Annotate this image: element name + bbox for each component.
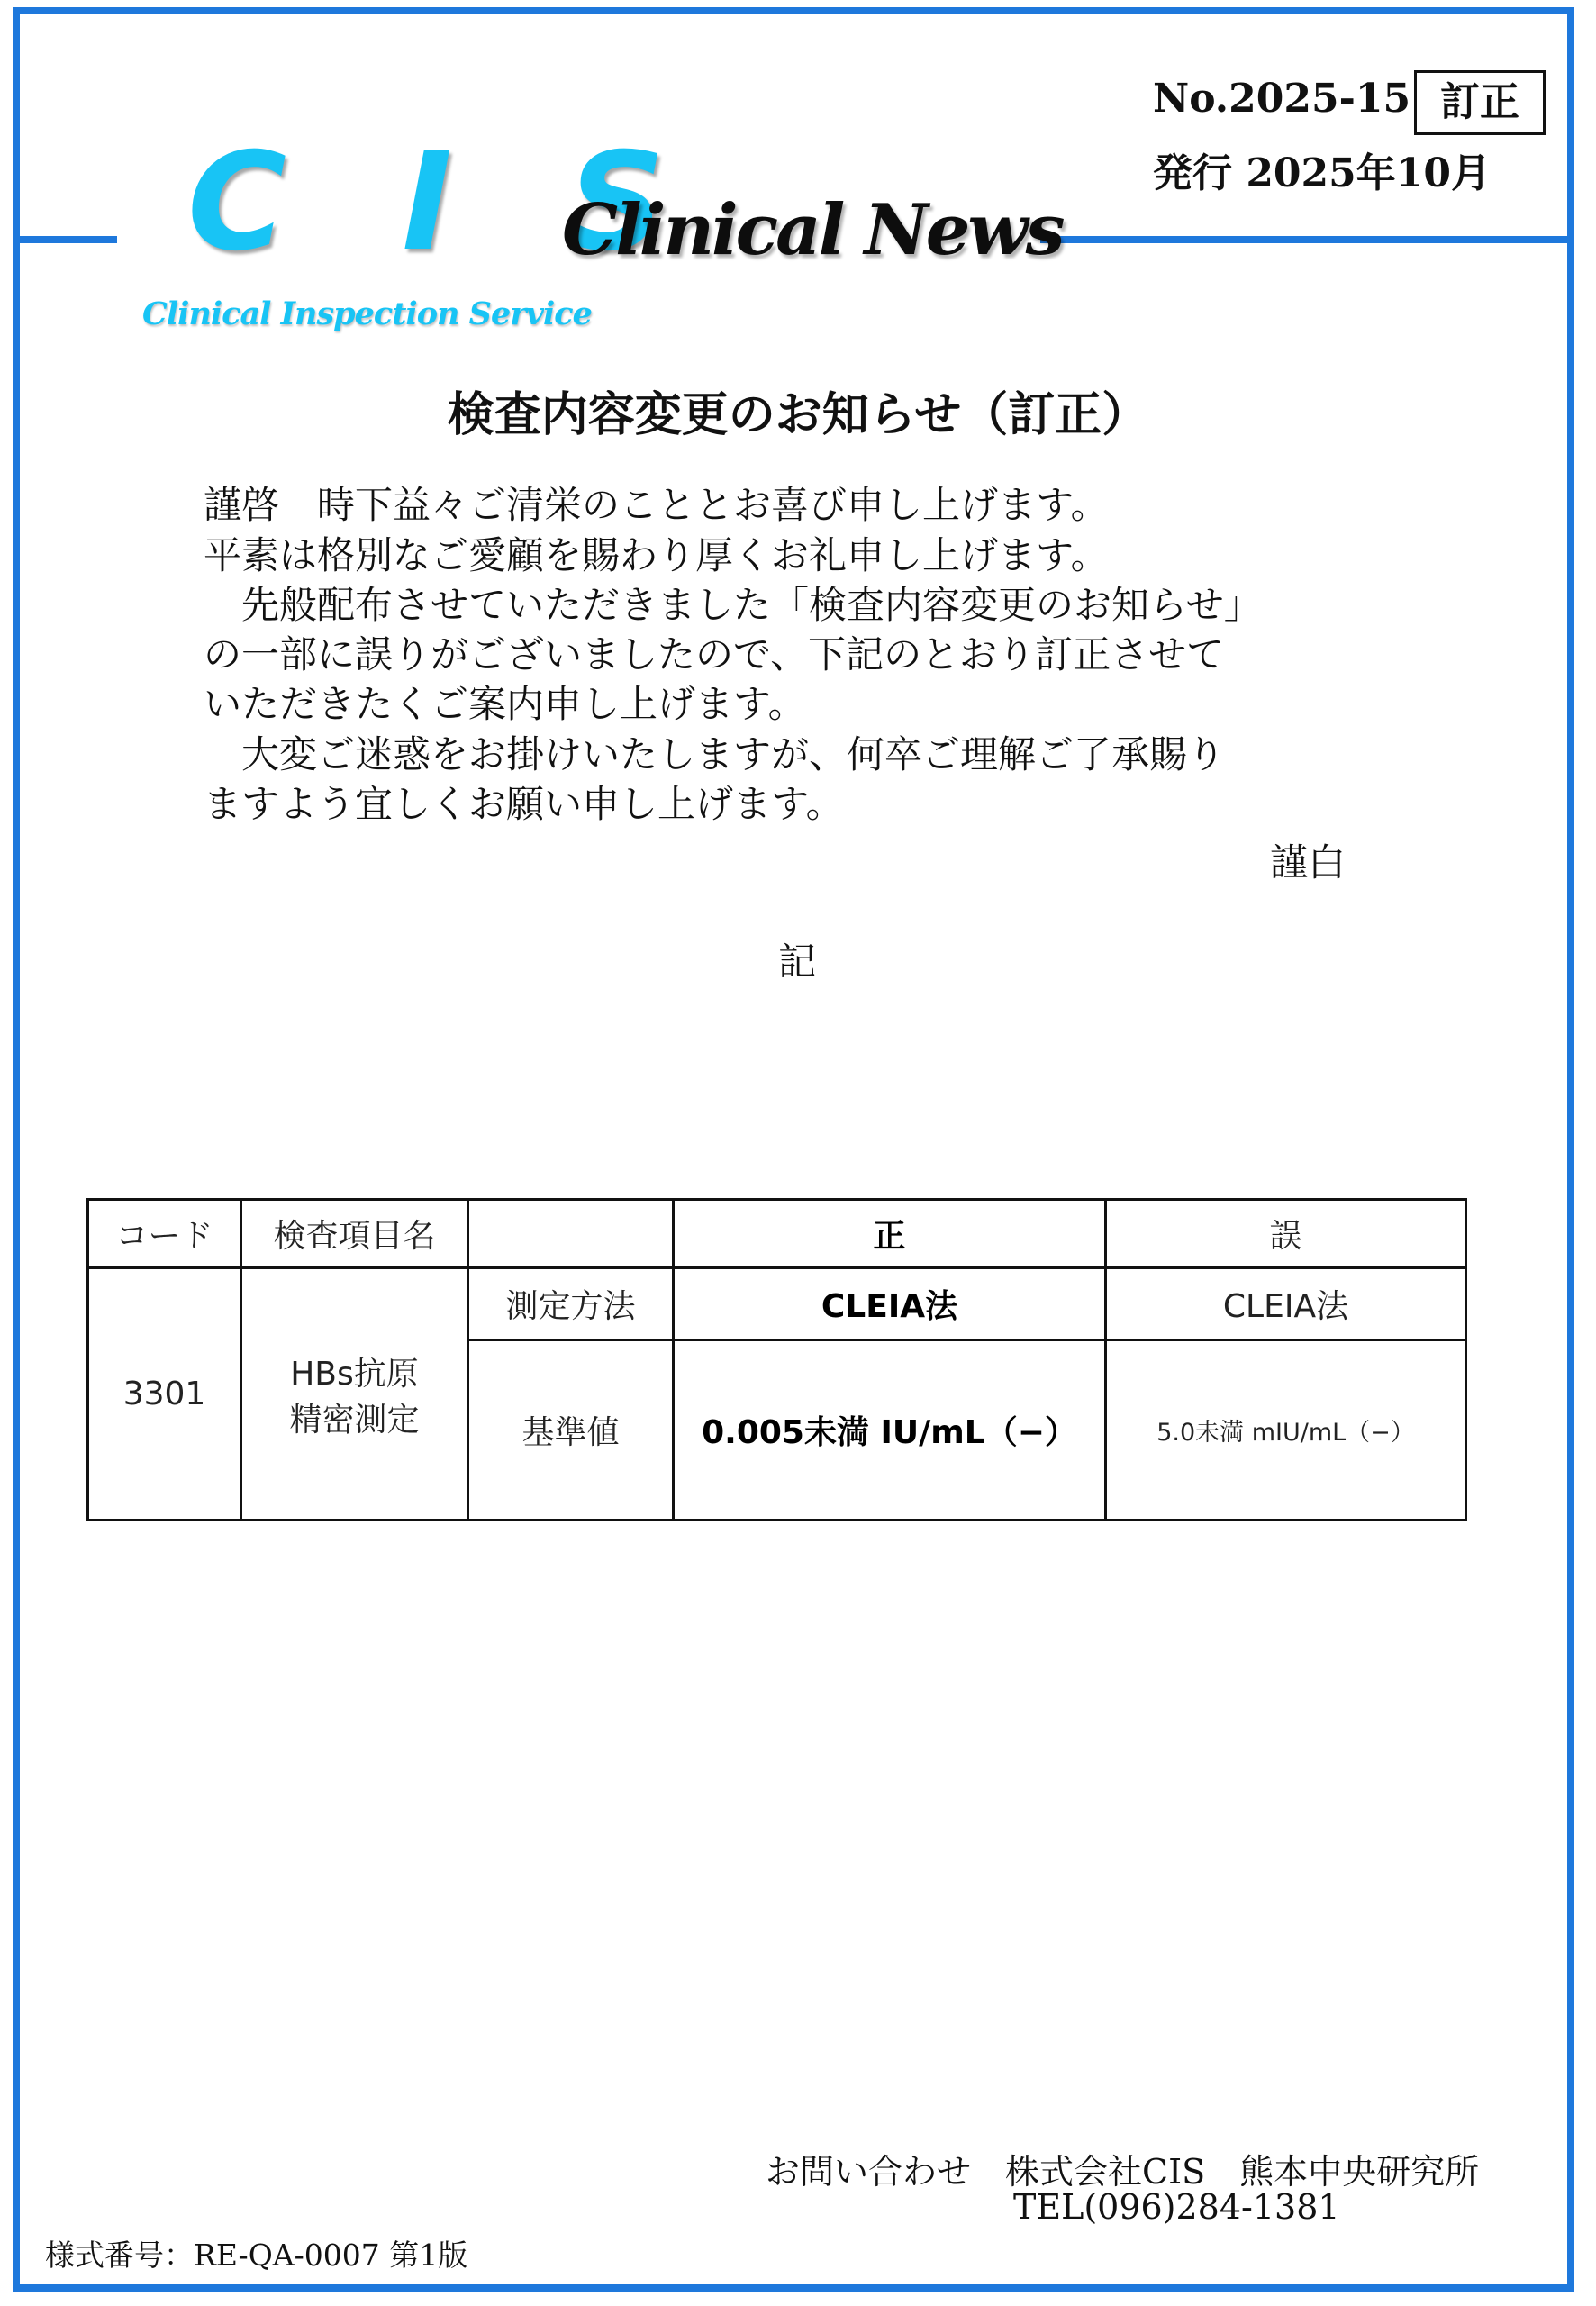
contact-info: お問い合わせ 株式会社CIS 熊本中央研究所 <box>766 2152 1480 2192</box>
header-item-name: 検査項目名 <box>241 1200 468 1268</box>
paragraph-line: の一部に誤りがございましたので、下記のとおり訂正させて <box>204 632 1225 676</box>
paragraph-line: ますよう宜しくお願い申し上げます。 <box>204 782 844 826</box>
closing-word: 謹白 <box>1270 840 1347 885</box>
cell-correct: CLEIA法 <box>674 1268 1106 1340</box>
cell-row-label: 基準値 <box>468 1340 674 1521</box>
paragraph-line: 先般配布させていただきました「検査内容変更のお知らせ」 <box>204 583 1262 627</box>
issue-date: 発行 2025年10月 <box>1153 150 1492 196</box>
correction-table <box>86 1198 1467 1521</box>
paragraph-line: 大変ご迷惑をお掛けいたしますが、何卒ご理解ご了承賜り <box>204 732 1226 776</box>
newsletter-title: Clinical News <box>562 189 1063 271</box>
cell-code: 3301 <box>88 1268 241 1521</box>
cell-correct: 0.005未満 IU/mL（−） <box>674 1340 1106 1521</box>
cis-logo: C I S <box>187 124 700 281</box>
cell-wrong: 5.0未満 mIU/mL（−） <box>1106 1340 1466 1521</box>
item-name-line: HBs抗原 <box>290 1355 419 1393</box>
header-correct: 正 <box>674 1200 1106 1268</box>
cell-item-name <box>241 1268 468 1521</box>
header-code: コード <box>88 1200 241 1268</box>
cell-row-label: 測定方法 <box>468 1268 674 1340</box>
ki-heading: 記 <box>778 940 817 984</box>
correction-badge: 訂正 <box>1414 70 1546 135</box>
telephone: TEL(096)284-1381 <box>1013 2187 1340 2227</box>
cell-wrong: CLEIA法 <box>1106 1268 1466 1340</box>
paragraph-line: いただきたくご案内申し上げます。 <box>204 682 806 726</box>
header-blank <box>468 1200 674 1268</box>
notice-title: 検査内容変更のお知らせ（訂正） <box>447 387 1149 442</box>
item-name-line: 精密測定 <box>289 1401 420 1439</box>
paragraph-line: 謹啓 時下益々ご清栄のこととお喜び申し上げます。 <box>204 483 1109 527</box>
logo-subtitle: Clinical Inspection Service <box>142 295 592 332</box>
table-row <box>88 1268 1466 1340</box>
header-rule-right <box>1040 236 1574 243</box>
header-wrong: 誤 <box>1106 1200 1466 1268</box>
form-number: 様式番号：RE-QA-0007 第1版 <box>45 2238 468 2273</box>
issue-number: No.2025-15 <box>1153 76 1411 122</box>
correction-table-wrapper <box>86 1198 1467 1521</box>
paragraph-line: 平素は格別なご愛顧を賜わり厚くお礼申し上げます。 <box>204 533 1109 577</box>
page-border <box>13 7 1574 2292</box>
header-rule-left <box>20 236 117 243</box>
table-header-row <box>88 1200 1466 1268</box>
